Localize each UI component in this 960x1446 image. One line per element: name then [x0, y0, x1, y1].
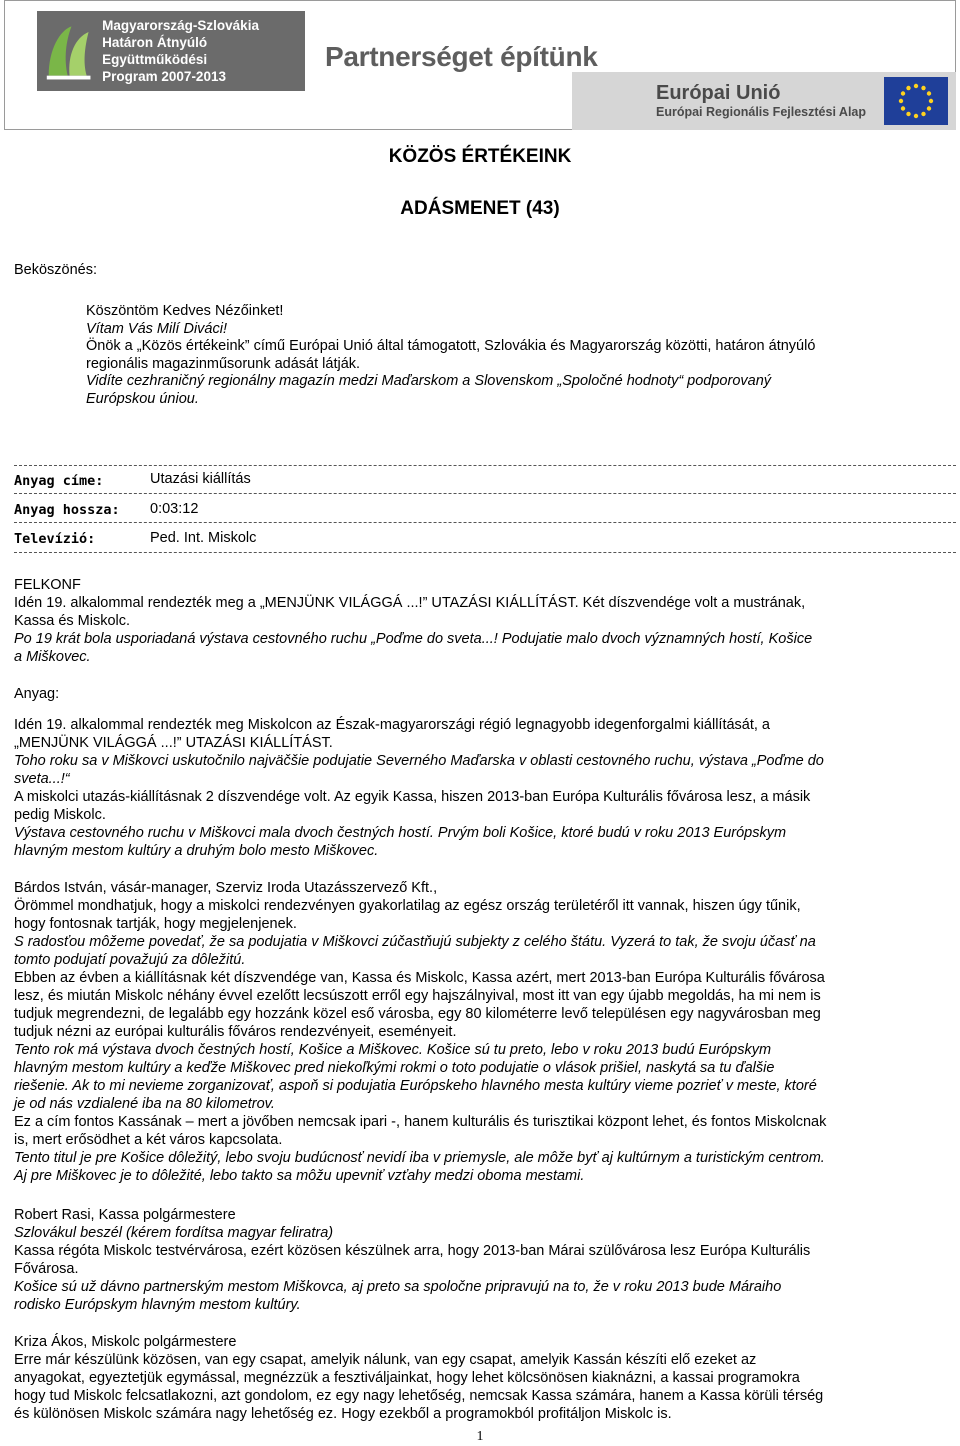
text-line: riešenie. Ak to mi nevieme zorganizovať, aspoň si podujatia Európskeho hlavného mesta kultúry vieme pozrieť v meste, ktoré: [14, 1078, 817, 1094]
text-line: is, mert erősödhet a két város kapcsolata.: [14, 1132, 283, 1148]
felkonf-section: [14, 576, 914, 666]
eu-star-icon: [906, 86, 910, 90]
text-line: Aj pre Miškovec je to dôležité, lebo takto sa môžu upevniť vzťahy medzi oboma mestami.: [14, 1168, 585, 1184]
text-line: Po 19 krát bola usporiadaná výstava cestovného ruchu „Poďme do sveta...! Podujatie malo dvoch významných hostí, Košice: [14, 631, 813, 647]
text-line: Košice sú už dávno partnerským mestom Miškovca, aj preto sa spoločne pripravujú na to, že v roku 2013 bude Máraiho: [14, 1279, 782, 1295]
text-line: Örömmel mondhatjuk, hogy a miskolci rendezvényen gyakorlatilag az egész ország területéről itt vannak, hiszen úgy tűnik,: [14, 898, 801, 914]
text-line: a Miškovec.: [14, 649, 91, 665]
logo-line-3: Program 2007-2013: [102, 69, 226, 84]
meta-title-value: Utazási kiállítás: [150, 471, 251, 487]
meta-tv-value: Ped. Int. Miskolc: [150, 530, 257, 546]
greeting-line: Vítam Vás Milí Diváci!: [86, 320, 227, 337]
greeting-line: Vidíte cezhraničný regionálny magazín medzi Maďarskom a Slovenskom „Spoločné hodnoty“ podporovaný: [86, 373, 772, 389]
text-line: Kassa régóta Miskolc testvérvárosa, ezért közösen készülnek arra, hogy 2013-ban Márai szülővárosa lesz Európa Kulturális: [14, 1243, 811, 1259]
eu-subtitle: Európai Regionális Fejlesztési Alap: [656, 105, 867, 119]
text-line: hogy tud Miskolc felcsatlakozni, azt gondolom, ez egy nagy lehetőség, nemcsak Kassa számára, hanem a Kassa körüli térség: [14, 1388, 824, 1404]
eu-logo-box: [572, 72, 956, 130]
text-line: anyagokat, egyeztetjük egymással, megnézzük a fesztiváljainkat, hogy lehet kölcsönösen kiaknázni, a kassai programokra: [14, 1370, 800, 1386]
slogan: Partnerséget építünk: [325, 41, 598, 72]
meta-length-label: Anyag hossza:: [14, 502, 120, 518]
felkonf-label: FELKONF: [14, 577, 81, 593]
meta-length-value: 0:03:12: [150, 501, 199, 517]
greeting-line: Köszöntöm Kedves Nézőinket!: [86, 303, 284, 319]
text-line: hogy fontosnak tartják, hogy megjelenjenek.: [14, 916, 297, 932]
program-logo-icon: [43, 19, 96, 83]
text-line: Kassa és Miskolc.: [14, 613, 131, 629]
eu-star-icon: [927, 91, 931, 95]
greeting-line: Európskou úniou.: [86, 390, 199, 407]
page-subtitle: ADÁSMENET (43): [400, 198, 560, 219]
text-line: hlavným mestom kultúry a keďže Miškovec pred niekoľkými rokmi o toto podujatie o vlások prišiel, naskytá sa tu ďalšie: [14, 1060, 775, 1076]
eu-star-icon: [901, 106, 905, 110]
eu-star-icon: [899, 99, 903, 103]
text-line: tudjuk nézni az európai kulturális főváros rendezvényeit, eseményeit.: [14, 1024, 457, 1040]
text-line: pedig Miskolc.: [14, 807, 106, 823]
text-line: tomto podujatí považujú za dôležitú.: [14, 952, 246, 968]
text-line: Tento rok má výstava dvoch čestných hostí, Košice a Miškovec. Košice sú tu preto, lebo v roku 2013 budú Európskym: [14, 1042, 772, 1058]
speaker-note: Szlovákul beszél (kérem fordítsa magyar feliratra): [14, 1225, 334, 1241]
text-line: sveta...!“: [14, 771, 70, 787]
eu-star-icon: [927, 106, 931, 110]
eu-star-icon: [921, 86, 925, 90]
text-line: Ebben az évben a kiállításnak két díszvendége van, Kassa és Miskolc, Kassa azért, mert 2013-ban Európa Kulturális fővárosa: [14, 970, 825, 986]
eu-star-icon: [929, 99, 933, 103]
greeting-line: Önök a „Közös értékeink” című Európai Unió által támogatott, Szlovákia és Magyarország közötti, határon átnyúló: [86, 338, 816, 354]
anyag-label: Anyag:: [14, 686, 60, 702]
text-line: és különösen Miskolc számára nagy lehetőség ez. Hogy ezekből a programokból profitáljon Miskolc is.: [14, 1406, 672, 1422]
program-logo: [37, 11, 305, 91]
page-number: 1: [476, 1429, 484, 1444]
text-line: Erre már készülünk közösen, van egy csapat, amelyik nálunk, van egy csapat, amelyik Kassán készíti elő ezeket az: [14, 1352, 757, 1368]
speaker-1-section: [14, 879, 914, 1185]
eu-flag-icon: [884, 77, 948, 125]
text-line: Fővárosa.: [14, 1261, 79, 1277]
logo-line-2: Határon Átnyúló Együttműködési: [102, 35, 208, 67]
text-line: Výstava cestovného ruchu v Miškovci mala dvoch čestných hostí. Prvým boli Košice, ktoré budú v roku 2013 Európskym: [14, 825, 787, 841]
text-line: rodisko Európskym hlavným mestom kultúry.: [14, 1297, 301, 1313]
eu-star-icon: [921, 112, 925, 116]
divider: [14, 493, 956, 494]
text-line: Idén 19. alkalommal rendezték meg a „MENJÜNK VILÁGGÁ ...!” UTAZÁSI KIÁLLÍTÁST. Két díszvendége volt a mustrának,: [14, 595, 806, 611]
eu-star-icon: [901, 91, 905, 95]
text-line: S radosťou môžeme povedať, že sa podujatia v Miškovci zúčastňujú subjekty z celého štátu. Vyzerá to tak, že svoju účasť na: [14, 934, 816, 950]
text-line: Idén 19. alkalommal rendezték meg Miskolcon az Észak-magyarországi régió legnagyobb idegenforgalmi kiállítását, a: [14, 717, 770, 733]
speaker-name: Kriza Ákos, Miskolc polgármestere: [14, 1334, 237, 1350]
speaker-name: Robert Rasi, Kassa polgármestere: [14, 1207, 236, 1223]
text-line: Tento titul je pre Košice dôležitý, lebo svoju budúcnosť nevidí iba v priemysle, ale môže byť aj kultúrnym a turistickým centrom.: [14, 1150, 825, 1166]
speaker-3-section: [14, 1333, 914, 1423]
page-title: KÖZÖS ÉRTÉKEINK: [388, 146, 572, 167]
speaker-name: Bárdos István, vásár-manager, Szerviz Iroda Utazásszervező Kft.,: [14, 880, 438, 896]
text-line: Toho roku sa v Miškovci uskutočnilo najväčšie podujatie Severného Maďarska v oblasti cestovného ruchu, výstava „Poďme do: [14, 753, 824, 769]
divider: [14, 522, 956, 523]
text-line: „MENJÜNK VILÁGGÁ ...!” UTAZÁSI KIÁLLÍTÁST.: [14, 735, 333, 751]
anyag-section: [14, 716, 914, 860]
eu-star-icon: [914, 84, 918, 88]
eu-star-icon: [906, 112, 910, 116]
text-line: lesz, és miután Miskolc néhány évvel ezelőtt lecsúszott erről egy hajszálnyival, most itt van egy újabb megoldás, ha mi nem is: [14, 988, 821, 1004]
divider: [14, 552, 956, 553]
meta-title-label: Anyag címe:: [14, 473, 104, 489]
eu-star-icon: [914, 114, 918, 118]
greeting-line: regionális magazinműsorunk adását látják.: [86, 355, 361, 372]
greeting-block: [86, 303, 936, 408]
text-line: A miskolci utazás-kiállításnak 2 díszvendége volt. Az egyik Kassa, hiszen 2013-ban Európa Kulturális fővárosa lesz, a másik: [14, 789, 811, 805]
speaker-2-section: [14, 1206, 914, 1314]
text-line: je od nás vzdialené iba na 80 kilometrov.: [14, 1096, 275, 1112]
greeting-label: Beköszönés:: [14, 262, 98, 278]
divider: [14, 465, 956, 466]
text-line: tudjuk megrendezni, de legalább egy hozzánk közel eső városba, egy 80 kilométerre levő településen egy nagyvárosban meg: [14, 1006, 821, 1022]
text-line: hlavným mestom kultúry a druhým bolo mesto Miškovec.: [14, 843, 379, 859]
logo-line-1: Magyarország-Szlovákia: [102, 18, 259, 33]
text-line: Ez a cím fontos Kassának – mert a jövőben nemcsak ipari -, hanem kulturális és turisztikai központ lehet, és fontos Miskolcnak: [14, 1114, 827, 1130]
eu-title: Európai Unió: [656, 82, 781, 104]
meta-tv-label: Televízió:: [14, 531, 96, 547]
